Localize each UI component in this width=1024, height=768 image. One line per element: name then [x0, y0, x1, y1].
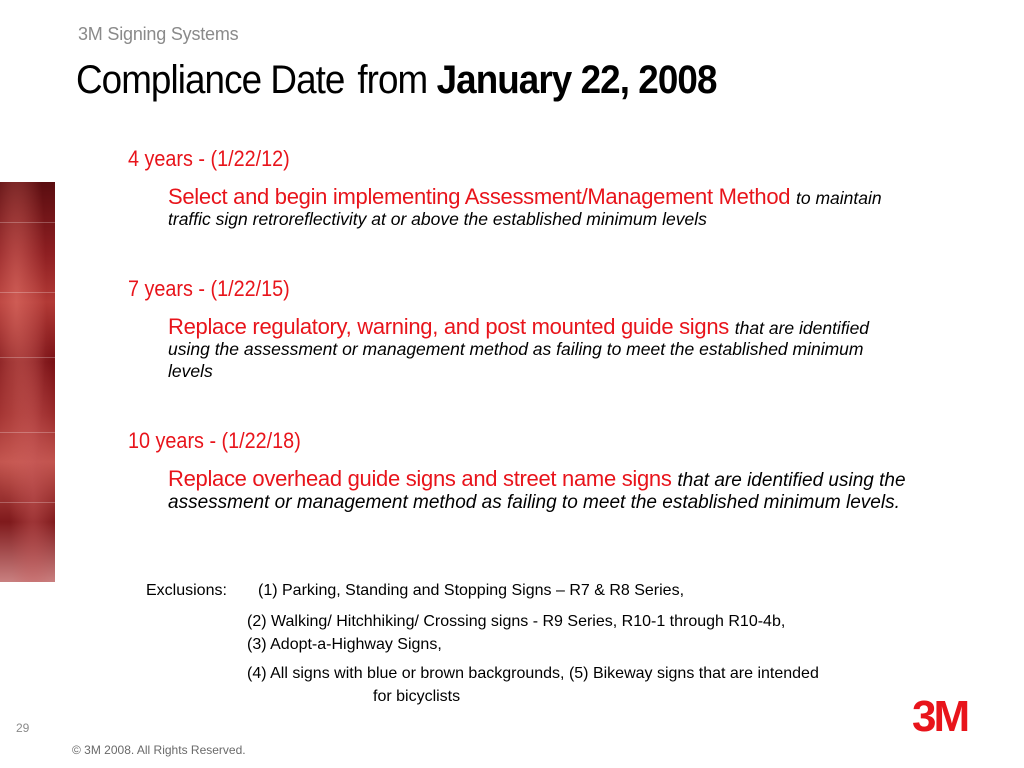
logo-text: 3M	[912, 695, 968, 735]
section-note: that are identified using the assessment or management method as failing to meet the established minimum levels	[168, 318, 870, 381]
brand-label: 3M Signing Systems	[78, 24, 239, 44]
section-heading: 10 years - (1/22/18)	[128, 428, 301, 453]
section-note: that are identified using the assessment or management method as failing to meet the established minimum levels.	[168, 470, 906, 513]
exclusion-item: (4) All signs with blue or brown backgrounds, (5) Bikeway signs that are intended	[247, 665, 819, 682]
title-prefix: Compliance Date	[76, 58, 345, 102]
section-body	[168, 314, 913, 382]
exclusion-item: (1) Parking, Standing and Stopping Signs – R7 & R8 Series,	[258, 582, 685, 599]
section-lead: Replace regulatory, warning, and post mounted guide signs	[168, 314, 735, 339]
section-body	[168, 466, 923, 514]
section-lead: Select and begin implementing Assessment/Management Method	[168, 184, 797, 209]
3m-logo	[912, 695, 990, 735]
section-10-years	[128, 428, 906, 513]
section-body	[168, 184, 928, 231]
title-date: January 22, 2008	[436, 58, 717, 102]
exclusion-item-continued: for bicyclists	[373, 688, 461, 705]
exclusions-label: Exclusions:	[146, 582, 227, 599]
page-number: 29	[16, 721, 30, 735]
section-heading: 7 years - (1/22/15)	[128, 276, 290, 301]
section-note: to maintain traffic sign retroreflectivity at or above the established minimum levels	[168, 188, 882, 230]
section-heading: 4 years - (1/22/12)	[128, 146, 290, 171]
section-4-years	[128, 146, 882, 230]
section-7-years	[128, 276, 870, 381]
exclusion-item: (2) Walking/ Hitchhiking/ Crossing signs - R9 Series, R10-1 through R10-4b,	[247, 613, 786, 630]
copyright-notice: © 3M 2008. All Rights Reserved.	[72, 743, 246, 757]
title-from: from	[357, 58, 428, 102]
exclusion-item: (3) Adopt-a-Highway Signs,	[247, 636, 442, 653]
decorative-image-strip	[0, 182, 55, 582]
slide-title	[76, 58, 716, 103]
section-lead: Replace overhead guide signs and street name signs	[168, 466, 678, 491]
